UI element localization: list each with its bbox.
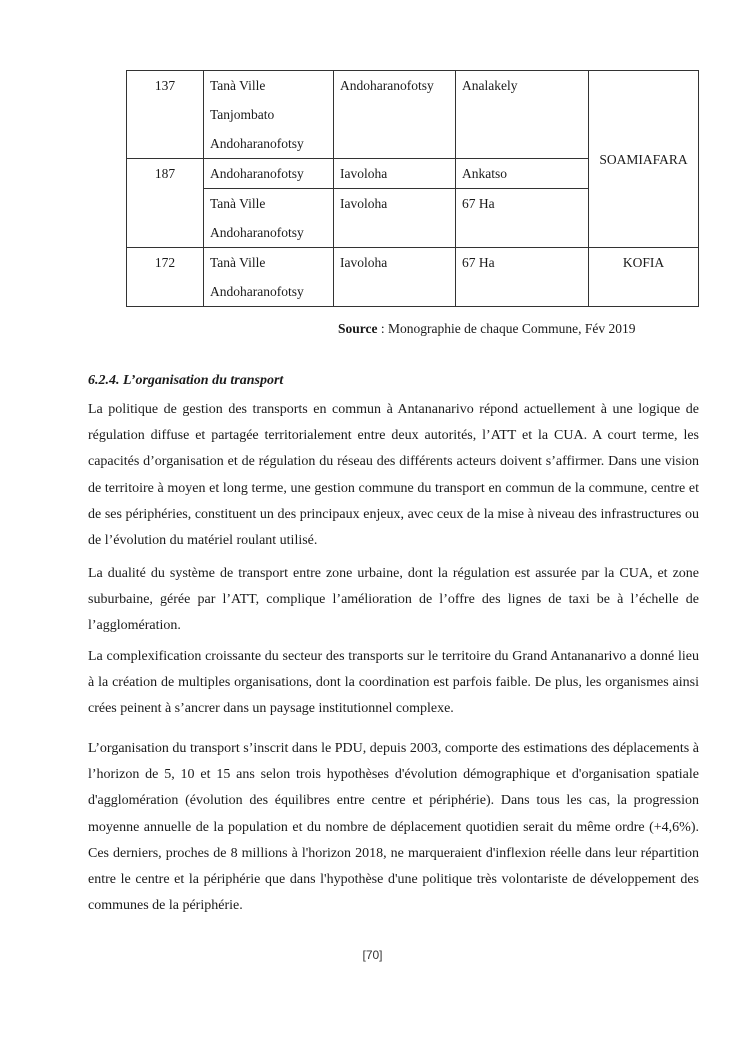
- line-number: 137: [127, 71, 204, 159]
- table-source: [338, 321, 635, 337]
- via-cell: Iavoloha: [334, 248, 456, 307]
- terminus-line: Tanà Ville: [210, 255, 266, 270]
- terminus-cell: [204, 159, 334, 189]
- terminus-line: Tanjombato: [210, 107, 275, 122]
- terminus-line: Tanà Ville: [210, 78, 266, 93]
- via-cell: Iavoloha: [334, 189, 456, 248]
- route-table: [126, 70, 699, 307]
- terminus-cell: [204, 189, 334, 248]
- body-paragraph: La politique de gestion des transports en commun à Antananarivo répond actuellement à une logique de régulation diffuse et partagée territorialement entre deux autorités, l’ATT et la CUA. A court terme, les capacités d’organisation et de régulation du réseau des différents acteurs doivent s’affirmer. Dans une vision de territoire à moyen et long terme, une gestion commune du transport en commun de la commune, centre et de ses périphéries, constituent un des principaux enjeux, avec ceux de la mise à niveau des infrastructures ou de l’évolution du matériel roulant utilisé.: [88, 402, 699, 549]
- destination-cell: 67 Ha: [456, 248, 589, 307]
- destination-cell: Ankatso: [456, 159, 589, 189]
- body-paragraph: L’organisation du transport s’inscrit dans le PDU, depuis 2003, comporte des estimations des déplacements à l’horizon de 5, 10 et 15 ans selon trois hypothèses d'évolution démographique et d'organisation spatiale d'agglomération (évolution des équilibres entre centre et périphérie). Dans tous les cas, la progression moyenne annuelle de la population et du nombre de déplacement quotidien serait du même ordre (+4,6%). Ces derniers, proches de 8 millions à l'horizon 2018, ne marqueraient d'inflexion réelle dans leur répartition entre le centre et la périphérie que dans l'hypothèse d'une politique très volontariste de développement des communes de la périphérie.: [88, 741, 699, 914]
- terminus-cell: [204, 71, 334, 159]
- terminus-line: Tanà Ville: [210, 196, 266, 211]
- body-paragraph: La dualité du système de transport entre zone urbaine, dont la régulation est assurée par la CUA, et zone suburbaine, gérée par l’ATT, complique l’amélioration de l’offre des lignes de taxi be à l’échelle de l’agglomération.: [88, 566, 699, 634]
- terminus-line: Andoharanofotsy: [210, 225, 304, 240]
- page-number: [70]: [362, 948, 383, 962]
- source-text: : Monographie de chaque Commune, Fév 2019: [377, 321, 636, 336]
- section-heading: 6.2.4. L’organisation du transport: [88, 373, 284, 388]
- terminus-line: Andoharanofotsy: [210, 136, 304, 151]
- source-label: Source: [338, 321, 378, 336]
- destination-cell: 67 Ha: [456, 189, 589, 248]
- destination-cell: Analakely: [456, 71, 589, 159]
- line-number: 172: [127, 248, 204, 307]
- terminus-line: Andoharanofotsy: [210, 284, 304, 299]
- cooperative-cell: SOAMIAFARA: [589, 71, 699, 248]
- terminus-cell: [204, 248, 334, 307]
- table-row: [127, 71, 699, 159]
- body-paragraph: La complexification croissante du secteur des transports sur le territoire du Grand Antananarivo a donné lieu à la création de multiples organisations, dont la coordination est parfois faible. De plus, les organismes ainsi crées peinent à s’ancrer dans un paysage institutionnel complexe.: [88, 649, 699, 717]
- via-cell: Andoharanofotsy: [334, 71, 456, 159]
- terminus-line: Andoharanofotsy: [210, 166, 304, 181]
- table-row: [127, 248, 699, 307]
- cooperative-cell: KOFIA: [589, 248, 699, 307]
- via-cell: Iavoloha: [334, 159, 456, 189]
- line-number: 187: [127, 159, 204, 248]
